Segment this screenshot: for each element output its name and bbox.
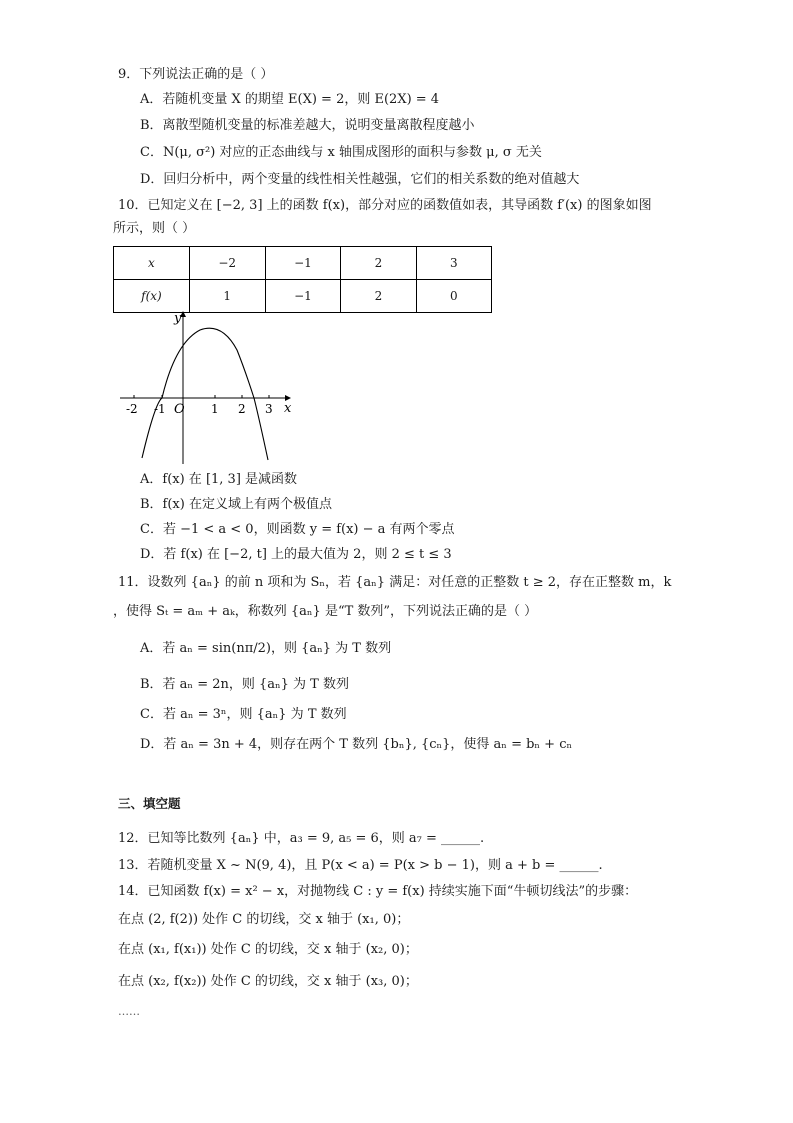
table-cell: 2 [341, 280, 416, 313]
q10-option-d: D．若 f(x) 在 [−2, t] 上的最大值为 2，则 2 ≤ t ≤ 3 [140, 547, 452, 562]
q10-value-table [113, 246, 492, 313]
q11-option-a: A．若 aₙ = sin(nπ/2)，则 {aₙ} 为 T 数列 [140, 641, 392, 656]
table-cell: 1 [189, 280, 265, 313]
q11-option-d: D．若 aₙ = 3n + 4，则存在两个 T 数列 {bₙ}, {cₙ}，使得 aₙ = bₙ + cₙ [140, 737, 573, 752]
q13-stem: 13．若随机变量 X ~ N(9, 4)，且 P(x < a) = P(x > b − 1)，则 a + b = ______. [118, 858, 603, 873]
tick-label: 1 [211, 402, 219, 416]
q10-option-c: C．若 −1 < a < 0，则函数 y = f(x) − a 有两个零点 [140, 522, 455, 537]
table-cell: −2 [189, 247, 265, 280]
q10-option-a: A．f(x) 在 [1, 3] 是减函数 [140, 472, 298, 487]
q10-option-b: B．f(x) 在定义域上有两个极值点 [140, 497, 332, 512]
q14-stem: 14．已知函数 f(x) = x² − x，对抛物线 C : y = f(x) 持续实施下面“牛顿切线法”的步骤： [118, 884, 638, 899]
q14-step-3: 在点 (x₂, f(x₂)) 处作 C 的切线，交 x 轴于 (x₃, 0)； [118, 974, 418, 989]
q9-option-c: C．N(μ, σ²) 对应的正态曲线与 x 轴围成图形的面积与参数 μ, σ 无关 [140, 145, 542, 160]
q14-ellipsis: …… [118, 1005, 140, 1018]
table-cell: −1 [265, 247, 341, 280]
q10-stem-line1: 10．已知定义在 [−2, 3] 上的函数 f(x)，部分对应的函数值如表，其导函数 f′(x) 的图象如图 [118, 198, 652, 213]
tick-label: 2 [238, 402, 246, 416]
q12-stem: 12．已知等比数列 {aₙ} 中，a₃ = 9, a₅ = 6，则 a₇ = ______. [118, 831, 485, 846]
y-axis-label: y [174, 311, 182, 326]
table-cell: 0 [416, 280, 491, 313]
q9-option-a: A．若随机变量 X 的期望 E(X) = 2，则 E(2X) = 4 [140, 92, 440, 107]
table-cell: 3 [416, 247, 491, 280]
tick-label: -2 [126, 402, 138, 416]
table-cell: 2 [341, 247, 416, 280]
derivative-graph [112, 308, 302, 468]
q11-option-c: C．若 aₙ = 3ⁿ，则 {aₙ} 为 T 数列 [140, 707, 347, 722]
table-cell: −1 [265, 280, 341, 313]
table-row [114, 247, 492, 280]
q9-stem: 9．下列说法正确的是（ ） [118, 67, 274, 82]
q14-step-2: 在点 (x₁, f(x₁)) 处作 C 的切线，交 x 轴于 (x₂, 0)； [118, 942, 418, 957]
q9-option-d: D．回归分析中，两个变量的线性相关性越强，它们的相关系数的绝对值越大 [140, 172, 580, 187]
origin-label: O [174, 402, 185, 417]
table-cell: x [114, 247, 190, 280]
tick-label: 3 [265, 402, 273, 416]
q14-step-1: 在点 (2, f(2)) 处作 C 的切线，交 x 轴于 (x₁, 0)； [118, 912, 410, 927]
derivative-curve [142, 328, 268, 460]
q9-option-b: B．离散型随机变量的标准差越大，说明变量离散程度越小 [140, 118, 475, 133]
tick-label: -1 [154, 402, 166, 416]
section-heading: 三、填空题 [118, 796, 181, 811]
q11-stem-line1: 11．设数列 {aₙ} 的前 n 项和为 Sₙ，若 {aₙ} 满足：对任意的正整数 t ≥ 2，存在正整数 m，k [118, 575, 672, 590]
q11-option-b: B．若 aₙ = 2n，则 {aₙ} 为 T 数列 [140, 677, 349, 692]
x-axis-label: x [284, 401, 292, 416]
table-cell: f(x) [114, 280, 190, 313]
q11-stem-line2: ，使得 Sₜ = aₘ + aₖ，称数列 {aₙ} 是“T 数列”，下列说法正确的是（ ） [113, 604, 538, 619]
q10-stem-line2: 所示，则（ ） [113, 221, 196, 236]
